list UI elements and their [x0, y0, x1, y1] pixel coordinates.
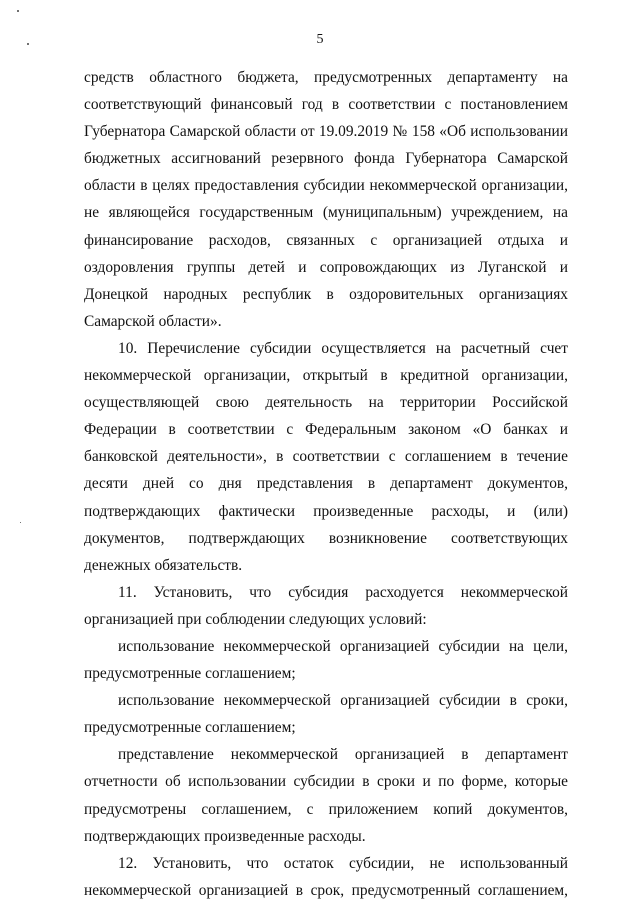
scan-speck — [17, 10, 19, 12]
scan-speck — [27, 43, 29, 45]
paragraph-11: 11. Установить, что субсидия расходуется некоммерческой организацией при соблюдении следующих условий: — [84, 583, 568, 628]
scan-speck — [20, 522, 21, 523]
paragraph-continuation: средств областного бюджета, предусмотренных департаменту на соответствующий финансовый год в соответствии с постановлением Губернатора Самарской области от 19.09.2019 № 158 «Об использовании бюджетных ассигнований резервного фонда Губернатора Самарской области в целях предоставления субсидии некоммерческой организации, не являющейся государственным (муниципальным) учреждением, на финансирование расходов, связанных с организацией отдыха и оздоровления группы детей и сопровождающих из Луганской и Донецкой народных республик в оздоровительных организациях Самарской области». — [84, 69, 568, 330]
paragraph-10: 10. Перечисление субсидии осуществляется на расчетный счет некоммерческой организации, открытый в кредитной организации, осуществляющей свою деятельность на территории Российской Федерации в соответствии с Федеральным законом «О банках и банковской деятельности», в соответствии с соглашением в течение десяти дней со дня представления в департамент документов, подтверждающих фактически произведенные расходы, и (или) документов, подтверждающих возникновение соответствующих денежных обязательств. — [84, 339, 568, 574]
paragraph-11-condition-3: представление некоммерческой организацией в департамент отчетности об использовании субсидии в сроки и по форме, которые предусмотрены соглашением, с приложением копий документов, подтверждающих произведенные расходы. — [84, 746, 568, 845]
body-text — [84, 64, 568, 904]
paragraph-11-condition-1: использование некоммерческой организацией субсидии на цели, предусмотренные соглашением; — [84, 637, 568, 683]
paragraph-12: 12. Установить, что остаток субсидии, не использованный некоммерческой организацией в срок, предусмотренный соглашением, — [84, 854, 568, 899]
page-number: 5 — [316, 32, 324, 47]
paragraph-11-condition-2: использование некоммерческой организацией субсидии в сроки, предусмотренные соглашением; — [84, 692, 568, 737]
